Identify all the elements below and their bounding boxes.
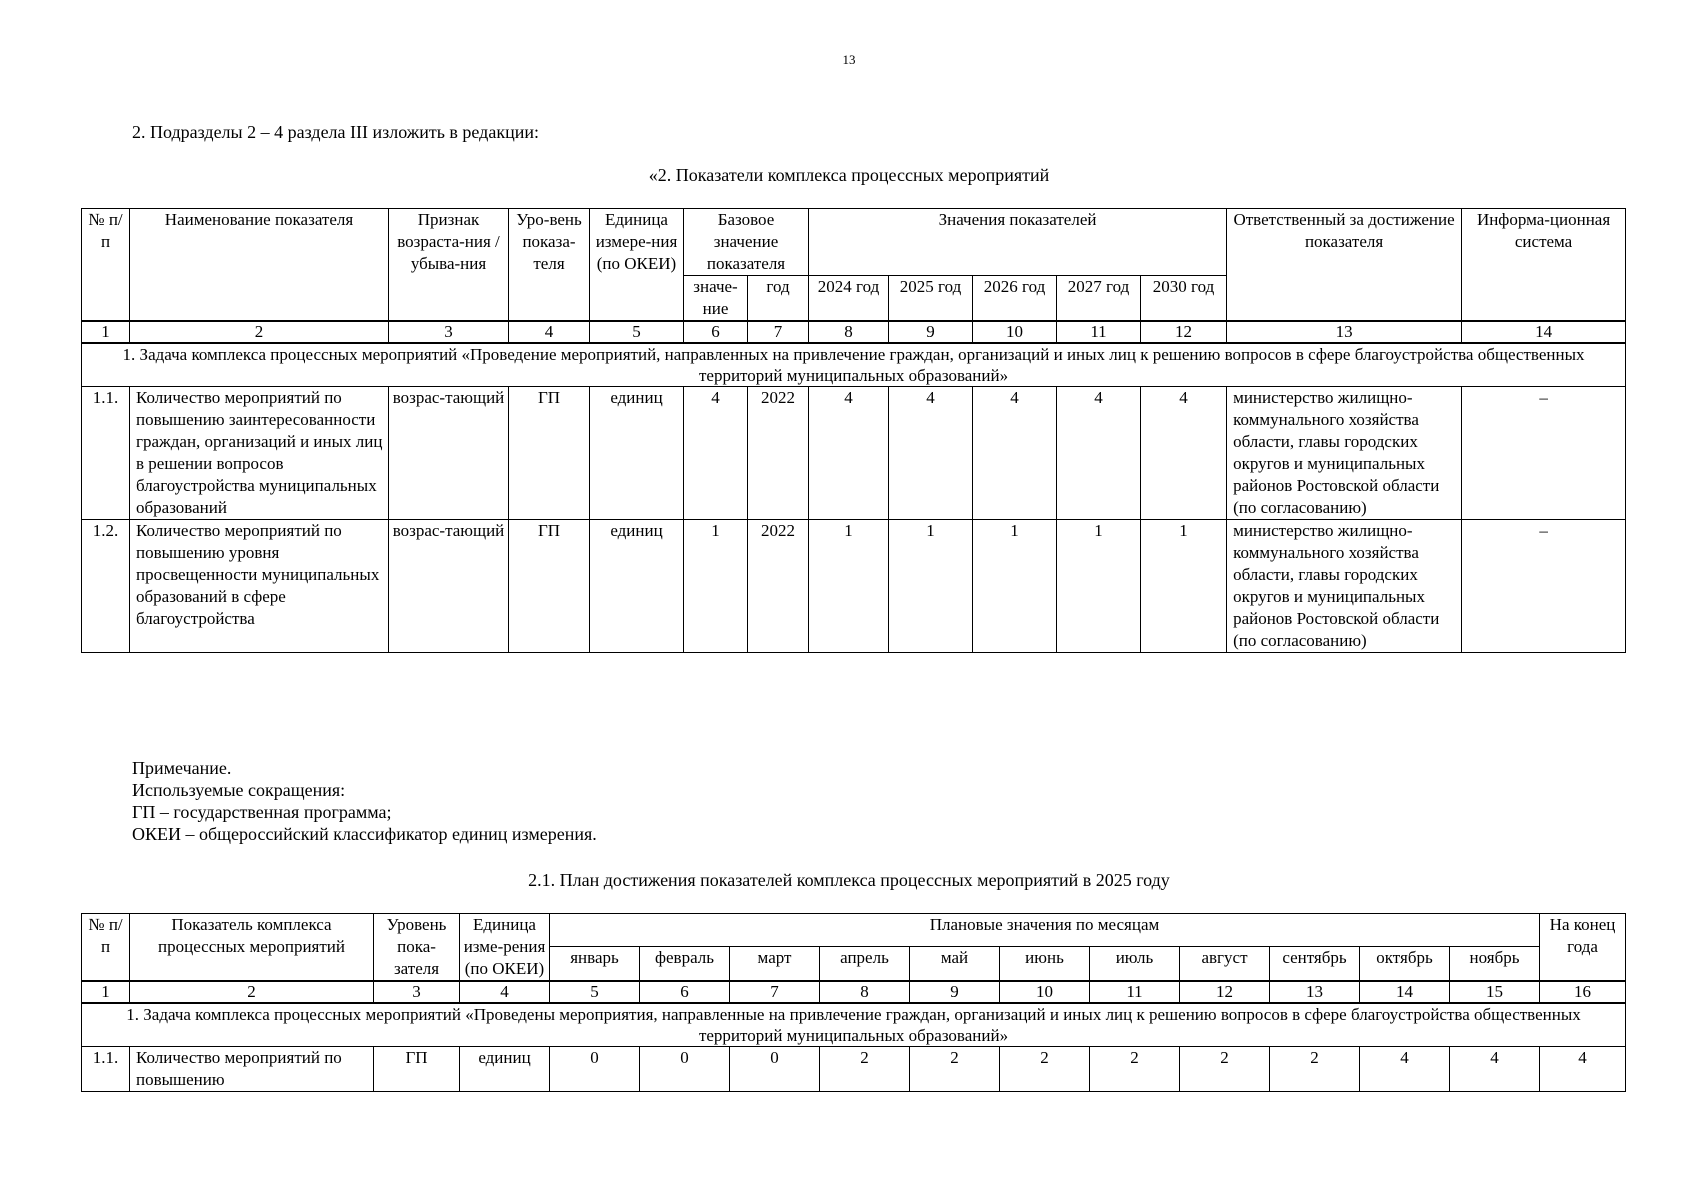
header-sign: Признак возраста-ния / убыва-ния (389, 209, 509, 322)
row-responsible: министерство жилищно-коммунального хозяйства области, главы городских округов и муниципальных районов Ростовской области (по согласованию) (1227, 520, 1462, 653)
row-2030: 1 (1141, 520, 1227, 653)
row-level: ГП (374, 1047, 460, 1092)
col-number: 7 (730, 981, 820, 1003)
row-month-value: 2 (1180, 1047, 1270, 1092)
header-2027: 2027 год (1057, 276, 1141, 322)
header-level: Уровень пока-зателя (374, 914, 460, 982)
col-number: 6 (684, 321, 748, 343)
header-month: март (730, 947, 820, 981)
header-month: июнь (1000, 947, 1090, 981)
row-2026: 1 (973, 520, 1057, 653)
row-2027: 1 (1057, 520, 1141, 653)
row-info-system: – (1462, 387, 1626, 520)
table1-title: «2. Показатели комплекса процессных мероприятий (648, 165, 1050, 185)
table1-task-row (82, 343, 1626, 387)
col-number: 4 (460, 981, 550, 1003)
header-base-value: значе-ние (684, 276, 748, 322)
row-month-value: 2 (1090, 1047, 1180, 1092)
row-month-value: 2 (820, 1047, 910, 1092)
row-unit: единиц (460, 1047, 550, 1092)
row-num: 1.2. (82, 520, 130, 653)
task-heading: 1. Задача комплекса процессных мероприятий «Проведение мероприятий, направленных на привлечение граждан, организаций и иных лиц к решению вопросов в сфере благоустройства общественных территорий муниципальных образований» (82, 343, 1626, 387)
row-base-year: 2022 (748, 520, 809, 653)
header-month: апрель (820, 947, 910, 981)
header-2030: 2030 год (1141, 276, 1227, 322)
header-responsible: Ответственный за достижение показателя (1227, 209, 1462, 322)
col-number: 11 (1057, 321, 1141, 343)
row-month-value: 0 (730, 1047, 820, 1092)
table-row (82, 1047, 1626, 1092)
header-info-system: Информа-ционная система (1462, 209, 1626, 322)
row-month-value: 2 (1000, 1047, 1090, 1092)
abbreviations-note (132, 757, 597, 845)
header-2024: 2024 год (809, 276, 889, 322)
col-number: 16 (1540, 981, 1626, 1003)
header-plan: Плановые значения по месяцам (550, 914, 1540, 947)
row-unit: единиц (590, 387, 684, 520)
row-name: Количество мероприятий по повышению заинтересованности граждан, организаций и иных лиц в решении вопросов благоустройства муниципальных образований (130, 387, 389, 520)
task-heading: 1. Задача комплекса процессных мероприятий «Проведены мероприятия, направленные на привлечение граждан, организаций и иных лиц к решению вопросов в сфере благоустройства общественных территорий муниципальных образований» (82, 1003, 1626, 1047)
header-num: № п/п (82, 914, 130, 982)
col-number: 13 (1270, 981, 1360, 1003)
row-2030: 4 (1141, 387, 1227, 520)
row-info-system: – (1462, 520, 1626, 653)
col-number: 1 (82, 981, 130, 1003)
header-unit: Единица изме-рения (по ОКЕИ) (460, 914, 550, 982)
header-unit: Единица измере-ния (по ОКЕИ) (590, 209, 684, 322)
table2-title: 2.1. План достижения показателей комплекса процессных мероприятий в 2025 году (528, 870, 1170, 890)
note-okei: ОКЕИ – общероссийский классификатор единиц измерения. (132, 824, 597, 844)
header-values: Значения показателей (809, 209, 1227, 276)
page-number: 13 (842, 52, 856, 67)
note-gp: ГП – государственная программа; (132, 802, 392, 822)
col-number: 11 (1090, 981, 1180, 1003)
intro-text: 2. Подразделы 2 – 4 раздела III изложить в редакции: (132, 122, 539, 142)
col-number: 14 (1360, 981, 1450, 1003)
row-month-value: 4 (1360, 1047, 1450, 1092)
row-sign: возрас-тающий (389, 387, 509, 520)
header-month: январь (550, 947, 640, 981)
header-month: октябрь (1360, 947, 1450, 981)
row-level: ГП (509, 387, 590, 520)
table2-column-numbers (82, 981, 1626, 1003)
header-month: май (910, 947, 1000, 981)
row-end-value: 4 (1540, 1047, 1626, 1092)
header-level: Уро-вень показа-теля (509, 209, 590, 322)
row-base-value: 1 (684, 520, 748, 653)
col-number: 8 (809, 321, 889, 343)
row-responsible: министерство жилищно-коммунального хозяйства области, главы городских округов и муниципальных районов Ростовской области (по согласованию) (1227, 387, 1462, 520)
row-name: Количество мероприятий по повышению (130, 1047, 374, 1092)
indicators-table (81, 208, 1626, 653)
col-number: 12 (1180, 981, 1270, 1003)
row-month-value: 0 (550, 1047, 640, 1092)
col-number: 10 (1000, 981, 1090, 1003)
header-name: Наименование показателя (130, 209, 389, 322)
header-2026: 2026 год (973, 276, 1057, 322)
row-month-value: 2 (1270, 1047, 1360, 1092)
header-2025: 2025 год (889, 276, 973, 322)
col-number: 14 (1462, 321, 1626, 343)
header-month: август (1180, 947, 1270, 981)
row-2025: 1 (889, 520, 973, 653)
row-month-value: 0 (640, 1047, 730, 1092)
table1-header-row (82, 209, 1626, 276)
row-level: ГП (509, 520, 590, 653)
header-base: Базовое значение показателя (684, 209, 809, 276)
note-subtitle: Используемые сокращения: (132, 780, 346, 800)
col-number: 6 (640, 981, 730, 1003)
col-number: 9 (889, 321, 973, 343)
row-num: 1.1. (82, 387, 130, 520)
col-number: 5 (590, 321, 684, 343)
header-month: ноябрь (1450, 947, 1540, 981)
row-2024: 4 (809, 387, 889, 520)
row-2024: 1 (809, 520, 889, 653)
header-num: № п/п (82, 209, 130, 322)
row-num: 1.1. (82, 1047, 130, 1092)
col-number: 3 (374, 981, 460, 1003)
col-number: 7 (748, 321, 809, 343)
row-sign: возрас-тающий (389, 520, 509, 653)
col-number: 15 (1450, 981, 1540, 1003)
table-row (82, 520, 1626, 653)
col-number: 10 (973, 321, 1057, 343)
header-month: сентябрь (1270, 947, 1360, 981)
col-number: 3 (389, 321, 509, 343)
row-2025: 4 (889, 387, 973, 520)
row-name: Количество мероприятий по повышению уровня просвещенности муниципальных образований в сфере благоустройства (130, 520, 389, 653)
row-unit: единиц (590, 520, 684, 653)
table1-column-numbers (82, 321, 1626, 343)
header-name: Показатель комплекса процессных мероприятий (130, 914, 374, 982)
col-number: 2 (130, 981, 374, 1003)
table-row (82, 387, 1626, 520)
col-number: 2 (130, 321, 389, 343)
col-number: 4 (509, 321, 590, 343)
row-month-value: 2 (910, 1047, 1000, 1092)
col-number: 1 (82, 321, 130, 343)
col-number: 5 (550, 981, 640, 1003)
row-2026: 4 (973, 387, 1057, 520)
col-number: 8 (820, 981, 910, 1003)
header-month: июль (1090, 947, 1180, 981)
table2-header-row (82, 914, 1626, 947)
col-number: 12 (1141, 321, 1227, 343)
col-number: 13 (1227, 321, 1462, 343)
note-title: Примечание. (132, 758, 232, 778)
row-base-year: 2022 (748, 387, 809, 520)
header-month: февраль (640, 947, 730, 981)
col-number: 9 (910, 981, 1000, 1003)
row-base-value: 4 (684, 387, 748, 520)
row-month-value: 4 (1450, 1047, 1540, 1092)
row-2027: 4 (1057, 387, 1141, 520)
monthly-plan-table (81, 913, 1626, 1092)
header-base-year: год (748, 276, 809, 322)
header-end-of-year: На конец года (1540, 914, 1626, 982)
table2-task-row (82, 1003, 1626, 1047)
